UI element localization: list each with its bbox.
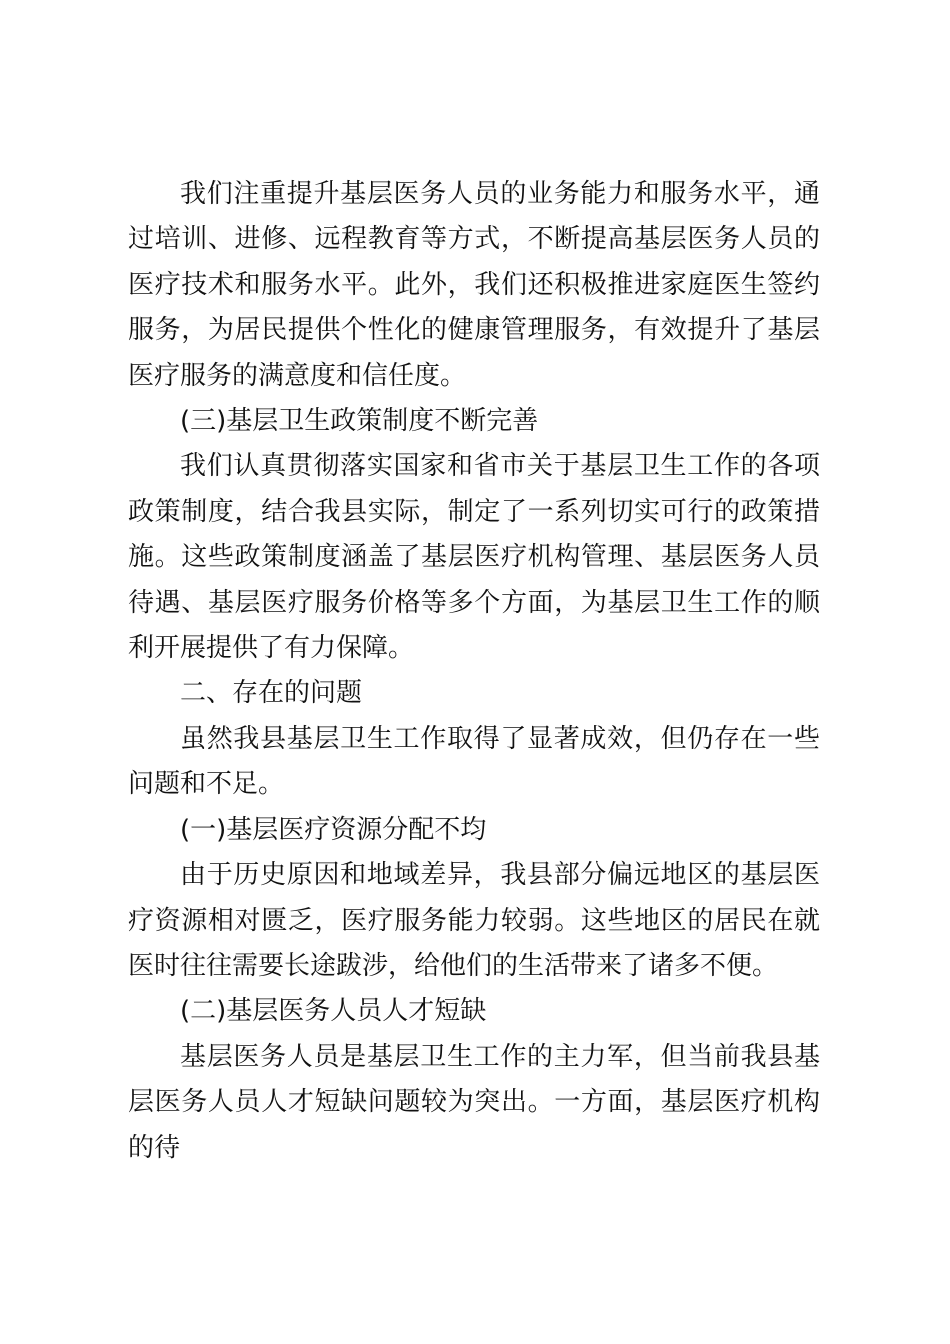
- section-heading-policy: (三)基层卫生政策制度不断完善: [180, 406, 539, 437]
- paragraph-training-services: 我们注重提升基层医务人员的业务能力和服务水平，通过培训、进修、远程教育等方式，不断提高基层医务人员的医疗技术和服务水平。此外，我们还积极推进家庭医生签约服务，为居民提供个性化的健康管理服务，有效提升了基层医疗服务的满意度和信任度。: [128, 179, 820, 391]
- section-heading-talent-shortage: (二)基层医务人员人才短缺: [180, 996, 487, 1027]
- paragraph-resource-imbalance: 由于历史原因和地域差异，我县部分偏远地区的基层医疗资源相对匮乏，医疗服务能力较弱。这些地区的居民在就医时往往需要长途跋涉，给他们的生活带来了诸多不便。: [128, 860, 820, 981]
- section-heading-problems: 二、存在的问题: [180, 678, 363, 709]
- section-heading-resource-imbalance: (一)基层医疗资源分配不均: [180, 814, 487, 845]
- paragraph-problems-intro: 虽然我县基层卫生工作取得了显著成效，但仍存在一些问题和不足。: [128, 723, 820, 800]
- paragraph-talent-shortage: 基层医务人员是基层卫生工作的主力军，但当前我县基层医务人员人才短缺问题较为突出。一方面，基层医疗机构的待: [128, 1041, 820, 1163]
- document-body: [128, 172, 820, 1171]
- paragraph-policy-details: 我们认真贯彻落实国家和省市关于基层卫生工作的各项政策制度，结合我县实际，制定了一系列切实可行的政策措施。这些政策制度涵盖了基层医疗机构管理、基层医务人员待遇、基层医疗服务价格等多个方面，为基层卫生工作的顺利开展提供了有力保障。: [128, 451, 820, 664]
